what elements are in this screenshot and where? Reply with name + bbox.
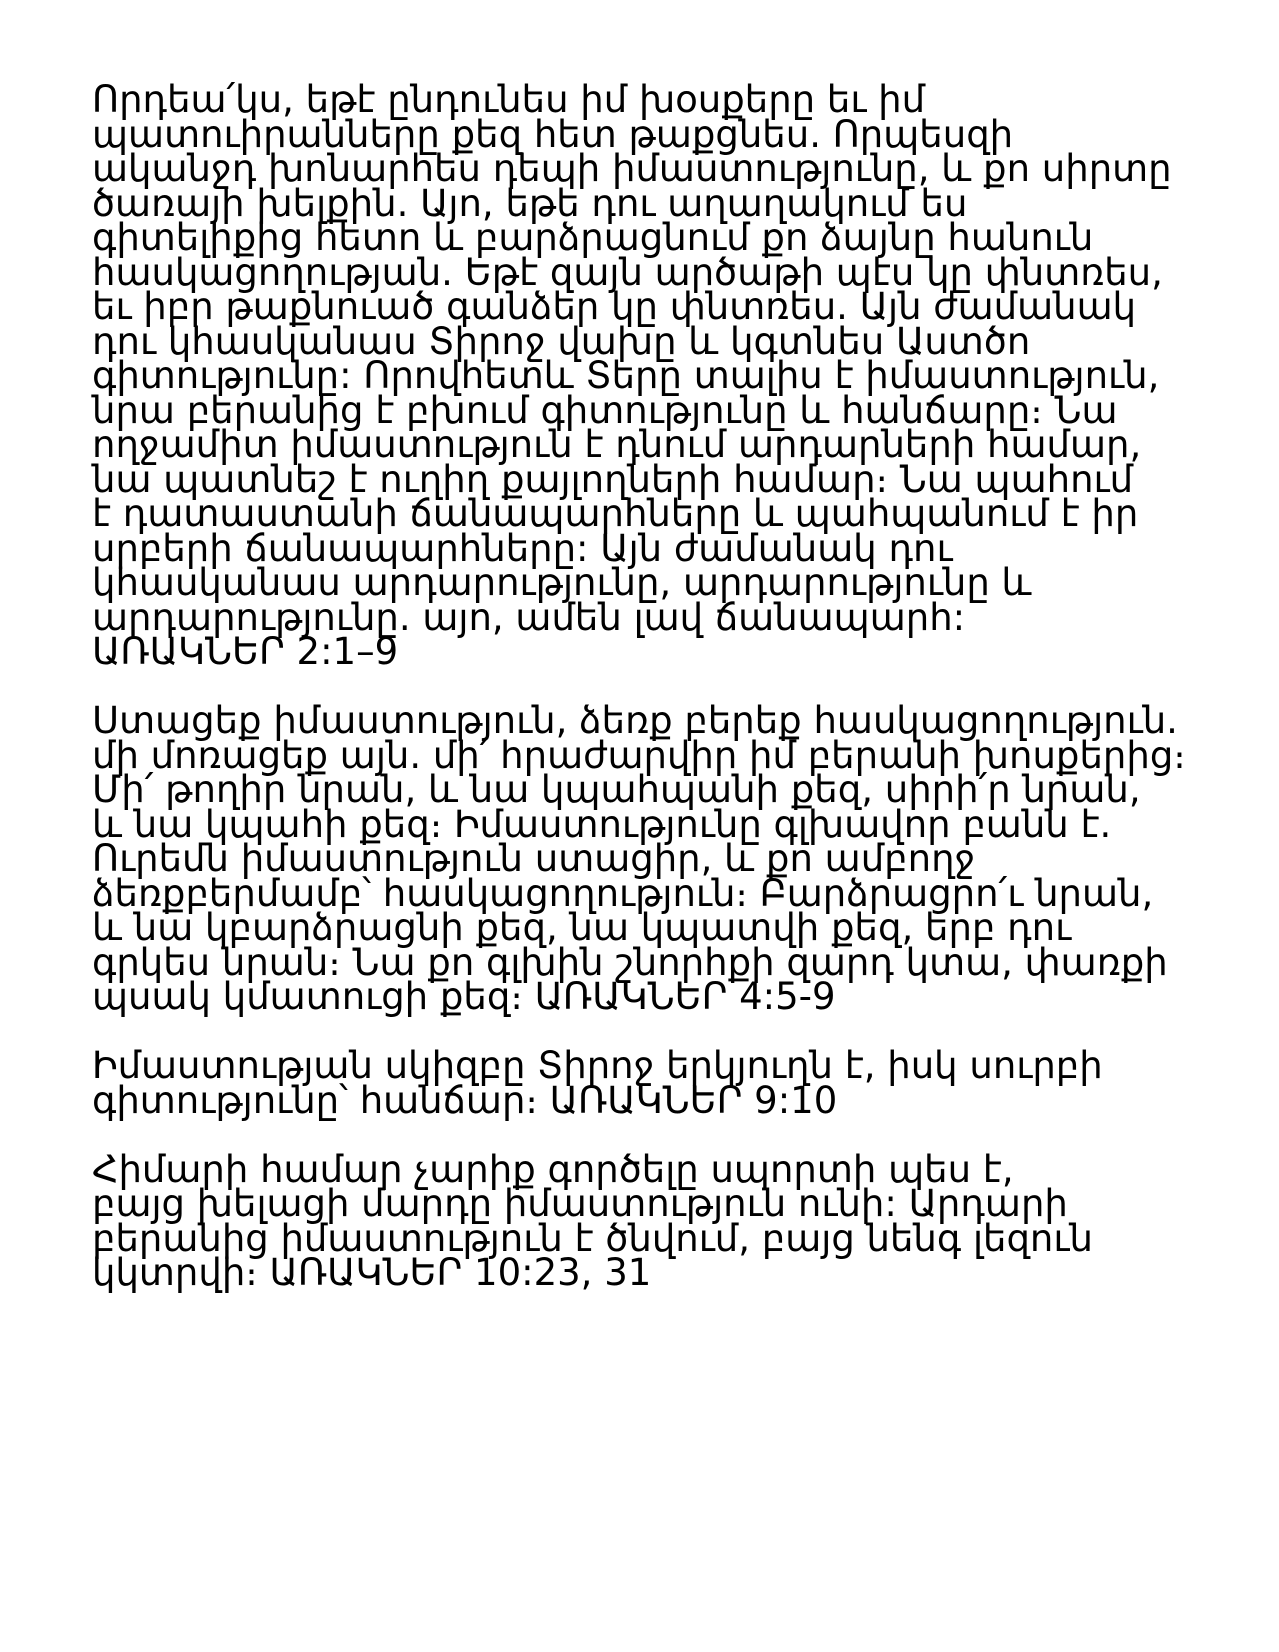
- verse-reference: ԱՌԱԿՆԵՐ 2:1–9: [92, 630, 399, 673]
- text-line: սրբերի ճանապարհները: Այն ժամանակ դու: [92, 526, 953, 570]
- text-line: ողջամիտ իմաստություն է դնում արդարների համար,: [92, 423, 1142, 466]
- text-line: ականջդ խոնարհես դեպի իմաստությունը, և քո սիրտը: [92, 147, 1172, 190]
- text-line: գիտելիքից հետո և բարձրացնում քո ձայնը հանուն: [92, 216, 1094, 259]
- text-line: կհասկանաս արդարությունը, արդարությունը և: [92, 561, 1032, 604]
- text-line: գիտությունը: Որովհետև Տերը տալիս է իմաստություն,: [92, 354, 1160, 397]
- text-line: բայց խելացի մարդը իմաստություն ունի: Արդարի: [92, 1182, 1068, 1225]
- text-line: Որդեա՛կս, եթէ ընդունես իմ խօսքերը եւ իմ: [92, 78, 926, 121]
- text-line: դու կհասկանաս Տիրոջ վախը և կգտնես Աստծո: [92, 319, 1031, 363]
- text-line: նա պատնեշ է ուղիղ քայլողների համար։ Նա պահում: [92, 457, 1134, 501]
- paragraph-proverbs-10: [92, 1147, 1252, 1294]
- paragraph-proverbs-2: [92, 78, 1252, 673]
- text-line: Հիմարի համար չարիք գործելը սպորտի պես է,: [92, 1147, 1014, 1191]
- text-line: պսակ կմատուցի քեզ։ ԱՌԱԿՆԵՐ 4:5-9: [92, 975, 836, 1018]
- text-line: նրա բերանից է բխում գիտությունը և հանճարը։ Նա: [92, 388, 1118, 432]
- text-line: Ստացեք իմաստություն, ձեռք բերեք հասկացողություն.: [92, 699, 1178, 742]
- document-body: [92, 78, 1252, 1325]
- text-line: արդարությունը. այո, ամեն լավ ճանապարհ:: [92, 595, 966, 639]
- text-line: եւ իբր թաքնուած գանձեր կը փնտռես. Այն ժամանակ: [92, 285, 1137, 328]
- text-line: և նա կբարձրացնի քեզ, նա կպատվի քեզ, երբ դու: [92, 906, 1072, 949]
- text-line: Իմաստության սկիզբը Տիրոջ երկյուղն է, իսկ սուրբի: [92, 1044, 1103, 1087]
- text-line: բերանից իմաստություն է ծնվում, բայց նենգ լեզուն: [92, 1216, 1093, 1260]
- text-line: գիտությունը՝ հանճար։ ԱՌԱԿՆԵՐ 9:10: [92, 1078, 838, 1122]
- paragraph-proverbs-4: [92, 699, 1252, 1018]
- text-line: Մի՛ թողիր նրան, և նա կպահպանի քեզ, սիրի՛ր նրան,: [92, 768, 1141, 811]
- text-line: է դատաստանի ճանապարհները և պահպանում է իր: [92, 492, 1139, 535]
- text-line: ձեռքբերմամբ՝ հասկացողություն։ Բարձրացրո՛ւ նրան,: [92, 871, 1154, 915]
- text-line: պատուիրանները քեզ հետ թաքցնես. Որպեսզի: [92, 112, 1014, 156]
- text-line: հասկացողության. Եթէ զայն արծաթի պէս կը փնտռես,: [92, 250, 1163, 294]
- text-line: և նա կպահի քեզ։ Իմաստությունը գլխավոր բանն է.: [92, 802, 1112, 846]
- text-line: գրկես նրան։ Նա քո գլխին շնորհքի զարդ կտա, փառքի: [92, 940, 1168, 984]
- text-line: կկտրվի։ ԱՌԱԿՆԵՐ 10:23, 31: [92, 1251, 652, 1294]
- paragraph-proverbs-9: [92, 1044, 1252, 1122]
- text-line: ծառայի խելքին. Այո, եթե դու աղաղակում ես: [92, 181, 968, 225]
- text-line: մի մոռացեք այն. մի՛ հրաժարվիր իմ բերանի խոսքերից։: [92, 733, 1186, 777]
- text-line: Ուրեմն իմաստություն ստացիր, և քո ամբողջ: [92, 837, 976, 880]
